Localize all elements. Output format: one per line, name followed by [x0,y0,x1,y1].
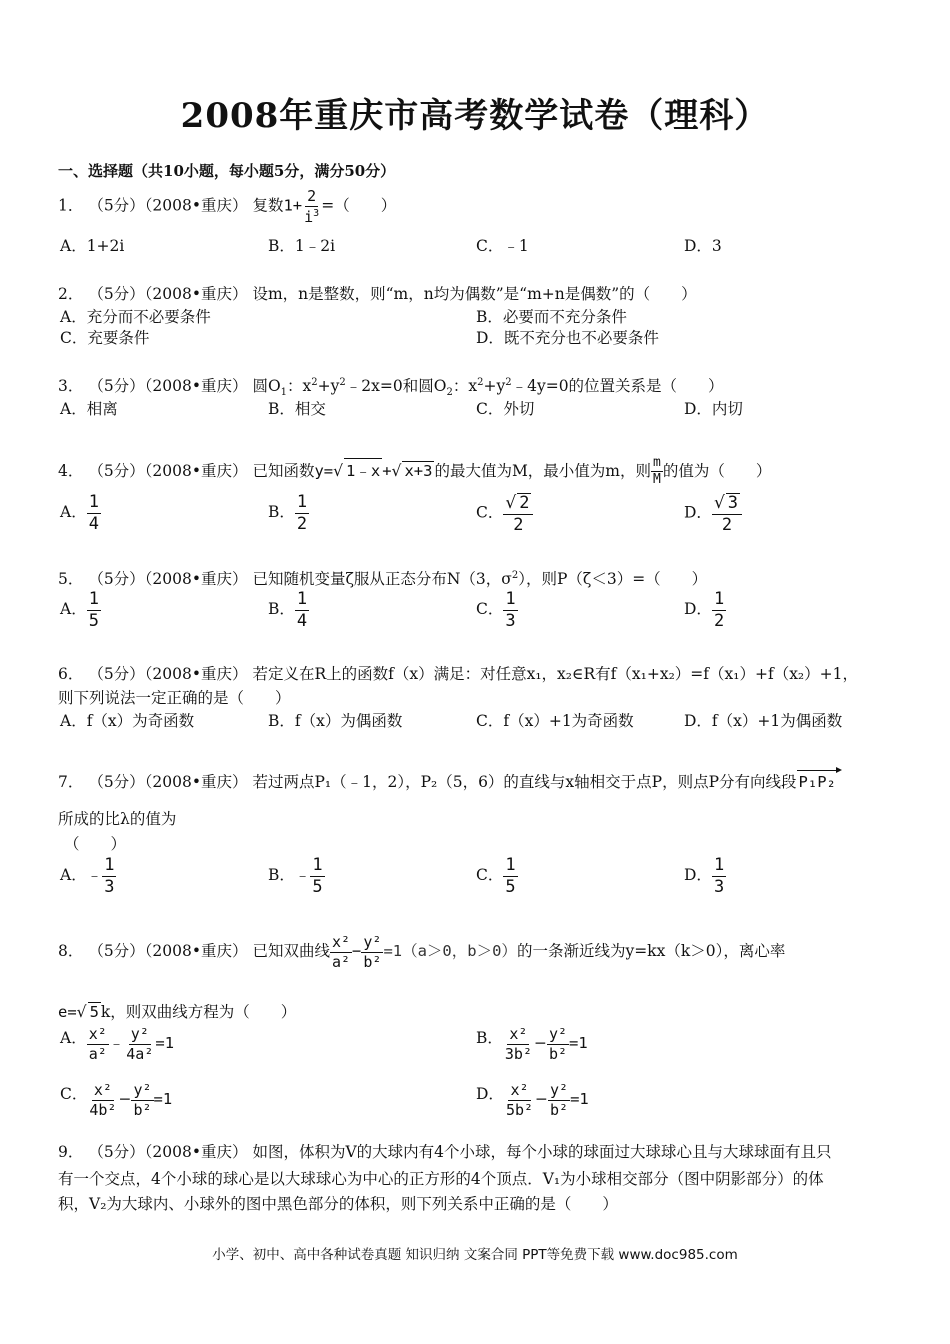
question-9 [58,1140,832,1162]
math-fraction [330,934,352,970]
q-text: 已知函数 [252,461,315,480]
frac-num: 1 [505,855,516,875]
option-d [684,493,742,534]
q-number: 5． [58,570,84,588]
math-fraction [712,493,742,534]
opt-label: D． [684,600,712,619]
frac-den: 4b² [89,1100,117,1119]
frac-den: M [653,472,661,488]
equals-one: =1 [155,1034,175,1052]
q-meta: （5分）（2008•重庆） [88,285,248,303]
radical-icon: √ [333,461,344,480]
option-a: A．1+2i [60,237,125,255]
option-c: C．f（x）+1为奇函数 [476,712,634,730]
frac-den: b² [550,1100,569,1119]
frac-den: 4 [296,610,308,631]
q-number: 6． [58,665,84,683]
q7-line3: （ ） [64,835,127,853]
equals-one: =1 [569,1034,588,1052]
sup: 2 [511,569,519,581]
frac-den: 4 [88,513,99,534]
frac-den: a² [88,1044,107,1063]
equals-one: =1 [570,1090,589,1108]
frac-den: 2 [296,513,308,534]
q6-line2: 则下列说法一定正确的是（ ） [58,689,291,707]
vector-p1p2: P₁P₂ [797,770,838,791]
frac-num: 1 [88,589,99,609]
opt-label: B． [268,600,295,619]
frac-den: 3b² [504,1044,532,1063]
sup: 2 [339,376,346,388]
page-title: 2008年重庆市高考数学试卷（理科） [180,96,770,136]
opt-label: C． [476,600,504,619]
footer-ad: 小学、初中、高中各种试卷真题 知识归纳 文案合同 PPT等免费下载 www.doc985.com [212,1247,738,1263]
opt-label: A． [60,866,87,885]
q-number: 1． [58,196,84,215]
q-text: +y [317,377,340,395]
math-fraction [712,590,726,630]
math-one: 1+ [283,196,303,215]
sqrt-content: 3 [727,493,739,513]
frac-den: 3 [713,876,725,897]
option-b [268,590,309,630]
sup: 2 [505,376,512,388]
math-plus: + [382,461,392,480]
q9-line2: 有一个交点，4个小球的球心是以大球球心为中心的正方形的4个顶点．V₁为小球相交部分（图中阴影部分）的体 [58,1170,824,1188]
math-fraction [102,856,116,896]
option-b: B．f（x）为偶函数 [268,712,403,730]
question-2 [58,282,697,304]
frac-num: x² [93,1081,112,1099]
question-5 [58,567,707,589]
frac-num: 1 [312,855,323,875]
option-b: B．相交 [268,400,326,418]
frac-num: 1 [505,589,516,609]
frac-den: 2 [721,514,733,535]
question-4 [58,456,771,488]
option-c: C．﹣1 [476,237,529,255]
math-fraction [87,590,101,630]
frac-den: i [304,207,314,226]
math-fraction [295,493,309,533]
q-number: 3． [58,377,84,395]
q-text: 已知双曲线 [252,942,330,960]
math-fraction [712,856,726,896]
q-text: ：x [452,377,478,395]
frac-num: y² [550,1081,569,1099]
radical-icon: √ [76,1003,87,1021]
math-fraction [124,1026,155,1062]
math-fraction [548,1082,570,1118]
sign: − [118,1090,132,1108]
opt-label: A． [60,503,87,522]
opt-label: C． [476,503,504,522]
question-7 [58,770,838,792]
frac-num: x² [331,933,351,951]
q-text: k，则双曲线方程为（ ） [100,1003,297,1021]
math-fraction [361,934,383,970]
frac-num: 1 [713,855,725,875]
frac-den: 2 [513,514,524,535]
option-b [476,1026,588,1062]
q-meta: （5分）（2008•重庆） [88,196,248,215]
frac-den: 3 [505,610,516,631]
frac-num: 1 [88,492,99,512]
q-text: 如图，体积为V的大球内有4个小球，每个小球的球面过大球球心且与大球球面有且只 [252,1143,832,1161]
option-c [476,856,518,896]
q7-line2: 所成的比λ的值为 [58,810,177,828]
q9-line3: 积，V₂为大球内、小球外的图中黑色部分的体积，则下列关系中正确的是（ ） [58,1195,618,1213]
q-text: 的值为（ ） [662,461,772,480]
frac-num: y² [363,933,382,951]
sub: 2 [446,387,453,399]
q-number: 2． [58,285,84,303]
math-fraction [503,590,517,630]
option-d: D．3 [684,237,722,255]
frac-den: 5 [505,876,516,897]
condition: =1（a＞0，b＞0） [383,942,517,960]
q-meta: （5分）（2008•重庆） [88,942,248,960]
option-a: A．f（x）为奇函数 [60,712,195,730]
radical-icon: √ [713,493,725,513]
frac-num [712,493,742,515]
section-heading: 一、选择题（共10小题，每小题5分，满分50分） [58,162,396,180]
frac-den: b² [133,1100,152,1119]
q-meta: （5分）（2008•重庆） [88,570,248,588]
math-fraction [87,493,101,533]
q-number: 7． [58,773,84,791]
frac-num: 1 [296,492,308,512]
option-d [684,590,726,630]
math-fraction [87,1082,118,1118]
frac-num: x² [88,1025,107,1043]
question-3 [58,374,724,398]
q8-line2 [58,1000,296,1022]
option-d: D．f（x）+1为偶函数 [684,712,843,730]
option-c [476,590,518,630]
opt-label: D． [684,866,712,885]
frac-num: m [651,456,663,472]
option-c [60,1082,172,1118]
frac-num: 1 [713,589,725,609]
math-fraction [651,456,663,488]
math-fraction [547,1026,569,1062]
math-fraction [310,856,324,896]
sup: 2 [311,376,318,388]
q-text: ：x [287,377,312,395]
sign: − [535,1090,549,1108]
q-number: 4． [58,461,84,480]
option-d: D．既不充分也不必要条件 [476,329,659,347]
sqrt-content: x+3 [404,461,433,480]
math-fraction [295,590,309,630]
opt-label: B． [268,503,295,522]
q-meta: （5分）（2008•重庆） [88,773,248,791]
sign: ﹣ [294,866,311,885]
radical-icon: √ [391,461,402,480]
q-meta: （5分）（2008•重庆） [88,1143,248,1161]
q-text: 设m，n是整数，则“m，n均为偶数”是“m+n是偶数”的（ ） [252,285,697,303]
q-meta: （5分）（2008•重庆） [88,377,248,395]
q-text: 圆O [252,377,281,395]
frac-num: y² [548,1025,568,1043]
sqrt-content: 1﹣x [344,458,382,481]
q-number: 9． [58,1143,84,1161]
option-c [476,493,533,534]
sign: − [533,1034,547,1052]
math-fraction [503,856,517,896]
math-fraction [131,1082,153,1118]
q-text: 的一条渐近线为y=kx（k＞0），离心率 [516,942,786,960]
frac-num: y² [133,1081,152,1099]
frac-den: 4a² [126,1044,154,1063]
opt-label: D． [684,503,712,522]
equals-one: =1 [153,1090,173,1108]
opt-label: B． [268,866,295,885]
opt-label: A． [60,1029,87,1047]
q-text: 复数 [252,196,284,215]
math-e: e= [58,1003,77,1021]
q-meta: （5分）（2008•重庆） [88,665,248,683]
option-b [268,493,309,533]
math-minus: − [352,942,362,960]
frac-den: 3 [104,876,115,897]
frac-exp: 3 [313,207,320,219]
question-8 [58,934,785,970]
sub: 1 [280,387,288,399]
sign: ﹣ [86,866,103,885]
math-fraction [302,188,321,225]
math-y: y= [314,461,334,480]
frac-den: b² [548,1044,568,1063]
radical-icon: √ [505,493,517,513]
frac-den: 2 [713,610,725,631]
frac-den: b² [363,952,382,971]
option-d: D．内切 [684,400,743,418]
option-a [60,1026,174,1062]
opt-label: D． [476,1085,504,1103]
frac-num: y² [130,1025,149,1043]
option-b [268,856,325,896]
question-1 [58,188,396,225]
option-c: C．外切 [476,400,535,418]
option-a: A．相离 [60,400,118,418]
sqrt-content: 2 [519,493,530,513]
q-text: ﹣2x=0和圆O [345,377,447,395]
option-d [476,1082,589,1118]
sup: 2 [477,376,484,388]
opt-label: A． [60,600,87,619]
q-text: ），则P（ζ＜3）=（ ） [518,570,708,588]
frac-num: 2 [307,187,317,205]
option-a [60,590,101,630]
q-text: 若过两点P₁（﹣1，2），P₂（5，6）的直线与x轴相交于点P，则点P分有向线段 [252,773,797,791]
sqrt-content: 5 [89,1003,99,1021]
option-b: B．必要而不充分条件 [476,308,627,326]
frac-den: 5 [312,876,323,897]
frac-den: a² [331,952,351,971]
opt-label: C． [476,866,504,885]
math-fraction [503,1026,534,1062]
option-d [684,856,726,896]
option-a: A．充分而不必要条件 [60,308,211,326]
option-a [60,856,116,896]
q-text: 的最大值为M，最小值为m，则 [434,461,652,480]
frac-num: 1 [296,589,308,609]
q-text: +y [483,377,506,395]
sign: ﹣ [108,1034,125,1052]
q-meta: （5分）（2008•重庆） [88,461,248,480]
opt-label: B． [476,1029,503,1047]
frac-num: x² [509,1025,528,1043]
math-fraction [503,493,533,534]
frac-den: 5b² [505,1100,534,1119]
q-number: 8． [58,942,84,960]
question-6 [58,662,858,684]
frac-num: 1 [104,855,115,875]
q-text-end: =（ ） [321,196,397,215]
frac-den: 5 [88,610,99,631]
opt-label: C． [60,1085,88,1103]
frac-num [503,493,533,515]
q-text: 已知随机变量ζ服从正态分布N（3，σ [252,570,512,588]
option-a [60,493,101,533]
q-text: ﹣4y=0的位置关系是（ ） [511,377,724,395]
math-fraction [504,1082,535,1118]
frac-num: x² [510,1081,529,1099]
option-b: B．1﹣2i [268,237,336,255]
q-text: 若定义在R上的函数f（x）满足：对任意x₁，x₂∈R有f（x₁+x₂）=f（x₁）+f（x₂）+1， [252,665,858,683]
math-fraction [87,1026,109,1062]
option-c: C．充要条件 [60,329,150,347]
